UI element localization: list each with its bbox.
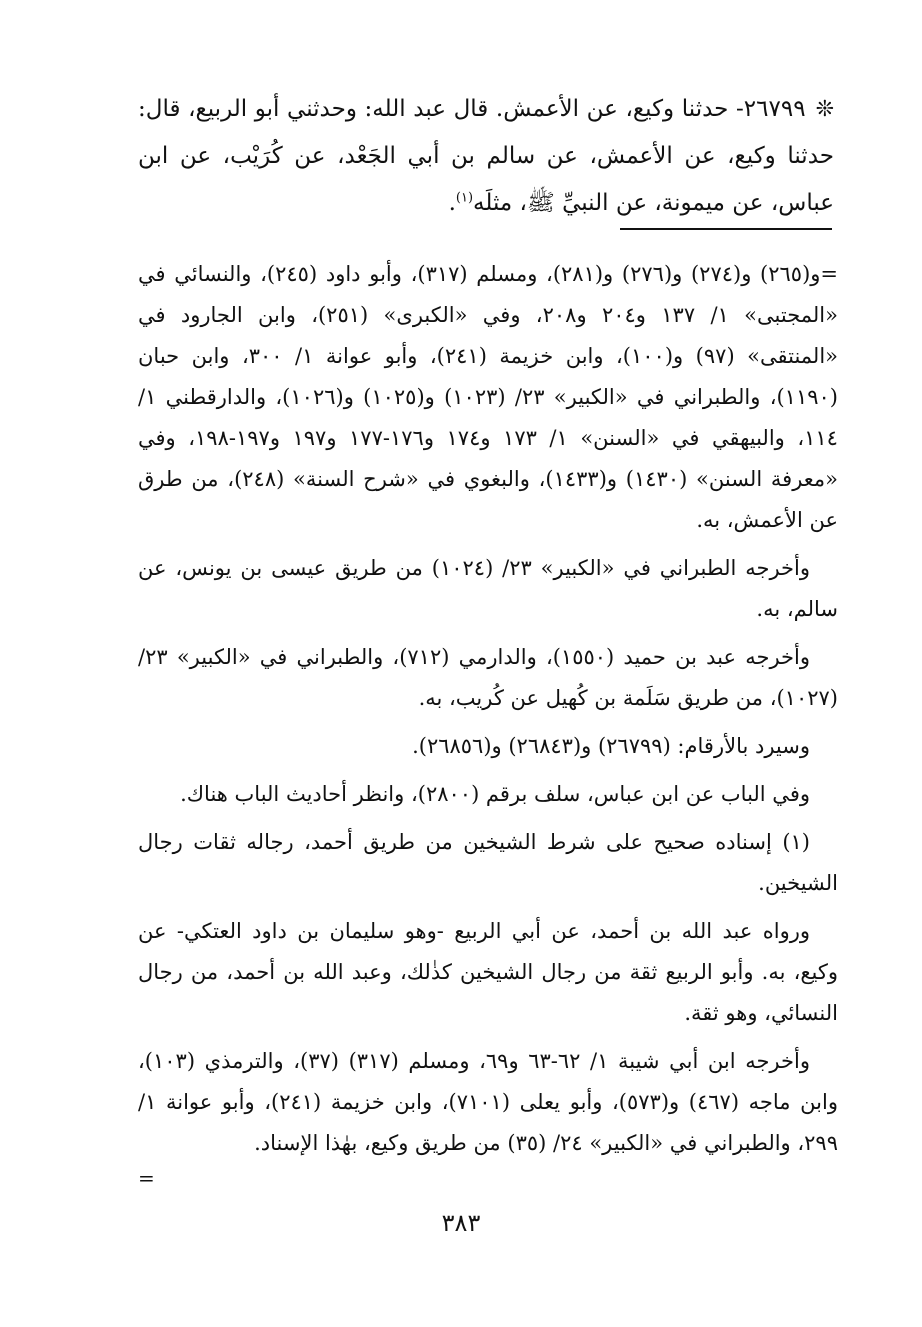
hadith-paragraph (138, 86, 834, 227)
hadith-end: . (448, 190, 456, 216)
footnote-reference: (١) (455, 190, 474, 206)
footnote-paragraph: وأخرجه عبد بن حميد (١٥٥٠)، والدارمي (٧١٢)، والطبراني في «الكبير» ٢٣/ (١٠٢٧)، من طريق سَلَمة بن كُهيل عن كُريب، به. (138, 645, 838, 710)
continuation-mark: = (138, 1166, 155, 1190)
page-number: ٣٨٣ (441, 1209, 481, 1237)
footnote-paragraph: وفي الباب عن ابن عباس، سلف برقم (٢٨٠٠)، وانظر أحاديث الباب هناك. (180, 782, 810, 806)
footnote-paragraph: وأخرجه ابن أبي شيبة ١/ ٦٢-٦٣ و٦٩، ومسلم (٣١٧) (٣٧)، والترمذي (١٠٣)، وابن ماجه (٤٦٧) و(٥٧٣)، وأبو يعلى (٧١٠١)، وابن خزيمة (٢٤١)، وأبو عوانة ١/ ٢٩٩، والطبراني في «الكبير» ٢٤/ (٣٥) من طريق وكيع، بهٰذا الإسناد. (138, 1049, 838, 1155)
star-marker: ❊ (815, 97, 834, 122)
footnote-paragraph: =و(٢٦٥) و(٢٧٤) و(٢٧٦) و(٢٨١)، ومسلم (٣١٧)، وأبو داود (٢٤٥)، والنسائي في «المجتبى» ١/ ١٣٧ و٢٠٤ و٢٠٨، وفي «الكبرى» (٢٥١)، وابن الجارود في «المنتقى» (٩٧) و(١٠٠)، وابن خزيمة (٢٤١)، وأبو عوانة ١/ ٣٠٠، وابن حبان (١١٩٠)، والطبراني في «الكبير» ٢٣/ (١٠٢٣) و(١٠٢٥) و(١٠٢٦)، والدارقطني ١/ ١١٤، والبيهقي في «السنن» ١/ ١٧٣ و١٧٤ و١٧٦-١٧٧ و١٩٧ و١٩٧-١٩٨، وفي «معرفة السنن» (١٤٣٠) و(١٤٣٣)، والبغوي في «شرح السنة» (٢٤٨)، من طرق عن الأعمش، به. (138, 262, 839, 532)
hadith-text: ٢٦٧٩٩- حدثنا وكيع، عن الأعمش. قال عبد الله: وحدثني أبو الربيع، قال: حدثنا وكيع، عن الأعمش، عن سالم بن أبي الجَعْد، عن كُرَيْب، عن ابن عباس، عن ميمونة، عن النبيِّ ﷺ، مثلَه (138, 96, 834, 216)
main-text (138, 86, 834, 227)
footnote-paragraph: (١) إسناده صحيح على شرط الشيخين من طريق أحمد، رجاله ثقات رجال الشيخين. (138, 830, 838, 895)
footnote-paragraph: وسيرد بالأرقام: (٢٦٧٩٩) و(٢٦٨٤٣) و(٢٦٨٥٦). (412, 734, 810, 758)
footnotes (138, 254, 838, 1171)
footnote-separator (620, 228, 832, 230)
footnote-paragraph: وأخرجه الطبراني في «الكبير» ٢٣/ (١٠٢٤) من طريق عيسى بن يونس، عن سالم، به. (138, 556, 838, 621)
footnote-paragraph: ورواه عبد الله بن أحمد، عن أبي الربيع -وهو سليمان بن داود العتكي- عن وكيع، به. وأبو الربيع ثقة من رجال الشيخين كذٰلك، وعبد الله بن أحمد، من رجال النسائي، وهو ثقة. (138, 919, 838, 1025)
